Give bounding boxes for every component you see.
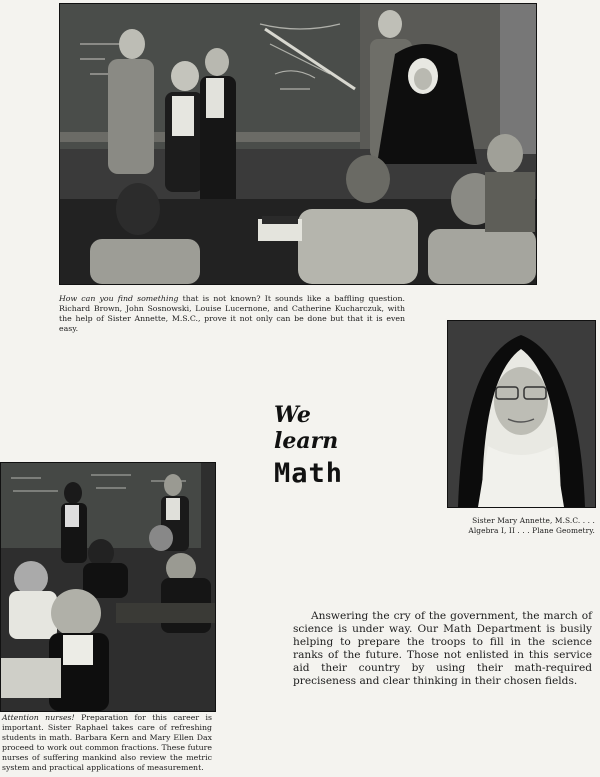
caption-bottom-photo [2,713,212,773]
caption-bottom-text: Preparation for this career is important. Sister Raphael takes care of refreshing students in math. Barbara Kern and Mary Ellen Dax proceed to work out common fractions. These future nurses of suffering mankind also review the metric system and practical applications of measurement. [2,713,212,772]
caption-top-photo [59,294,405,334]
caption-bottom-lead: Attention nurses! [2,713,75,722]
body-paragraph: Answering the cry of the government, the march of science is under way. Our Math Department is busily helping to prepare the troops to fill in the science ranks of the future. Those not enlisted in this service aid their country by using their math-required preciseness and clear thinking in their chosen fields. [293,610,592,687]
portrait-photo-sister-annette [447,320,596,508]
caption-portrait [441,516,595,536]
caption-top-text: that is not known? It sounds like a baffling question. Richard Brown, John Sosnowski, Louise Lucernone, and Catherine Kucharczuk, with the help of Sister Annette, M.S.C., prove it not only can be done but that it is even easy. [59,294,405,333]
classroom-photo-top [59,3,537,285]
classroom-photo-bottom [0,462,216,712]
title-learn: learn [274,428,339,454]
caption-top-lead: How can you find something [59,294,179,303]
caption-portrait-subjects: Algebra I, II . . . Plane Geometry. [468,526,595,535]
title-math: Math [274,458,344,489]
caption-portrait-name: Sister Mary Annette, M.S.C. . . . [472,516,595,525]
title-we: We [274,402,311,428]
page-title [274,402,394,490]
